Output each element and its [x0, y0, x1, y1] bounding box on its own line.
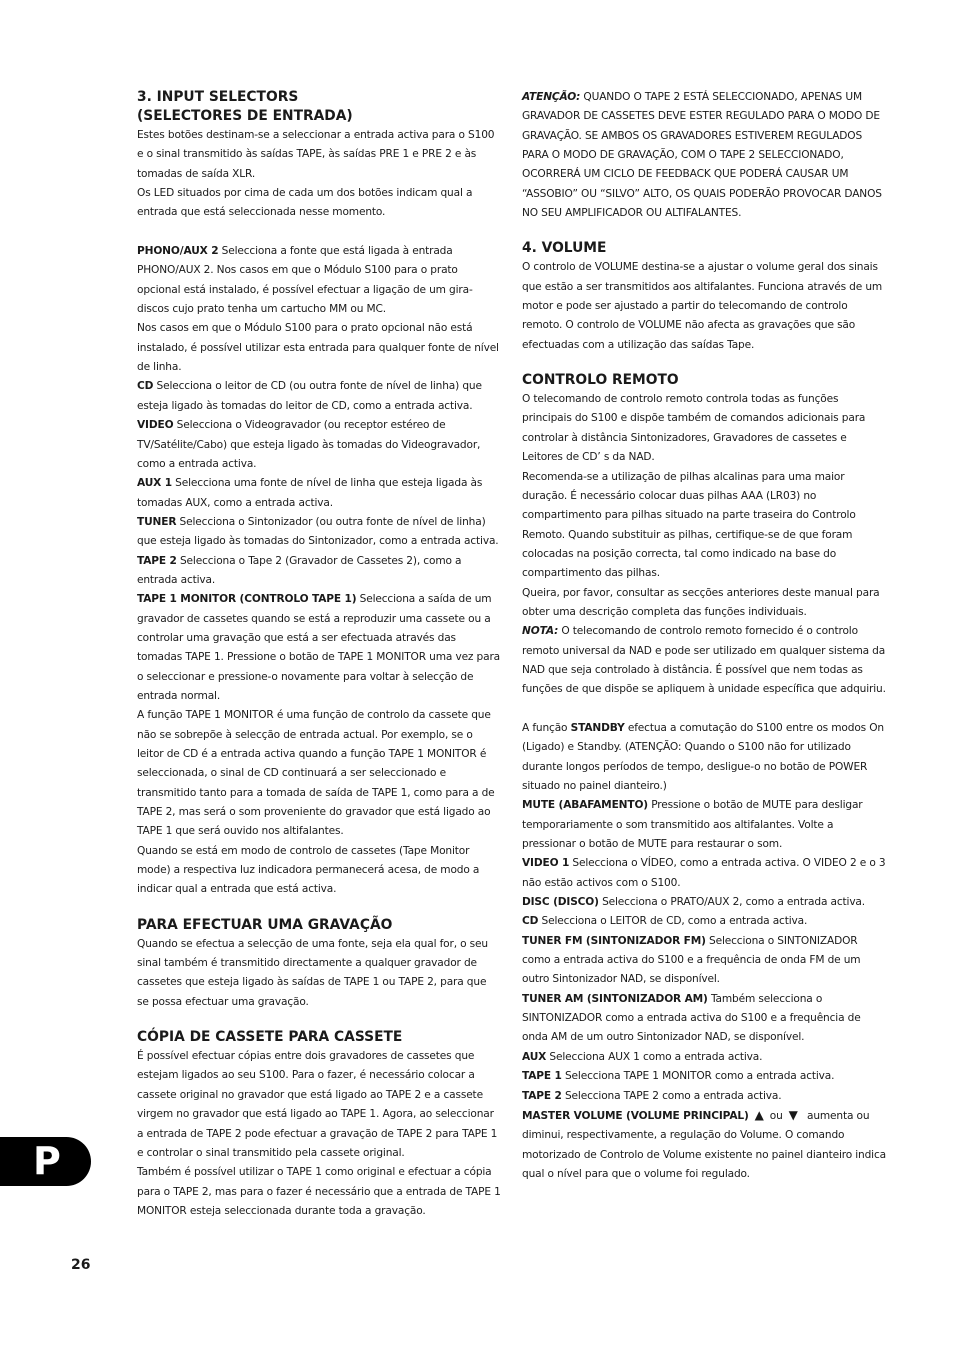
language-tab [0, 1137, 91, 1186]
tape1-monitor-label: TAPE 1 MONITOR (CONTROLO TAPE 1) [137, 593, 357, 606]
tape2-item: TAPE 2 Selecciona o Tape 2 (Gravador de Cassetes 2), como a entrada activa. [137, 554, 462, 586]
standby-label: STANDBY [570, 721, 625, 734]
standby-item: A função STANDBY efectua a comutação do S100 entre os modos On (Ligado) e Standby. (ATENÇÃO: Quando o S100 não for utilizado durante longos períodos de tempo, desligue-o no botão de POWER situado no painel dianteiro.) [522, 721, 884, 792]
note-label: NOTA: [522, 625, 559, 638]
spacer [137, 223, 501, 242]
mute-label: MUTE (ABAFAMENTO) [522, 799, 648, 812]
left-column [137, 88, 501, 1221]
disc-label: DISC (DISCO) [522, 896, 599, 909]
tape-copy-text: É possível efectuar cópias entre dois gravadores de cassetes que estejam ligados ao seu S100. Para o fazer, é necessário colocar a cassete original no gravador que está ligado ao TAPE 2 e a cassete virgem no gravador que está ligado ao TAPE 1. Agora, ao seleccionar a entrada de TAPE 2 pode efectuar a gravação de TAPE 2 para TAPE 1 e controlar o sinal transmitido pela cassete original. [137, 1050, 498, 1159]
recording-text: Quando se efectua a selecção de uma fonte, seja ela qual for, o seu sinal também é transmitido directamente a qualquer gravador de cassetes que esteja ligado às saídas de TAPE 1 ou TAPE 2, para que se possa efectuar uma gravação. [137, 937, 488, 1008]
tape-monitor-mode-note: Quando se está em modo de controlo de cassetes (Tape Monitor mode) a respectiva luz indicadora permanecerá acesa, de modo a indicar qual a entrada que está activa. [137, 844, 480, 896]
page-number: 26 [71, 1257, 91, 1273]
phono-aux2-item: PHONO/AUX 2 Selecciona a fonte que está ligada à entrada PHONO/AUX 2. Nos casos em que o Módulo S100 para o prato opcional está instalado, é possível efectuar a ligação de um gira-discos cujo prato tenha um cartucho MM ou MC. [137, 245, 473, 316]
aux1-label: AUX 1 [137, 477, 172, 490]
tape1-item: TAPE 1 Selecciona TAPE 1 MONITOR como a entrada activa. [522, 1070, 835, 1083]
video1-item: VIDEO 1 Selecciona o VÍDEO, como a entrada activa. O VIDEO 2 e o 3 não estão activos com o S100. [522, 857, 886, 889]
aux1-item: AUX 1 Selecciona uma fonte de nível de linha que esteja ligada às tomadas AUX, como a entrada activa. [137, 477, 483, 509]
phono-aux2-note: Nos casos em que o Módulo S100 para o prato opcional não está instalado, é possível utilizar esta entrada para qualquer fonte de nível de linha. [137, 322, 499, 374]
video1-label: VIDEO 1 [522, 857, 570, 870]
attention-warning: ATENÇÃO: QUANDO O TAPE 2 ESTÁ SELECCIONADO, APENAS UM GRAVADOR DE CASSETES DEVE ESTER REGULADO PARA O MODO DE GRAVAÇÃO. SE AMBOS OS GRAVADORES ESTIVEREM REGULADOS PARA O MODO DE GRAVAÇÃO, COM O TAPE 2 SELECCIONADO, OCORRERÁ UM CICLO DE FEEDBACK QUE PODERÁ CAUSAR UM “ASSOBIO” OU “SILVO” ALTO, OS QUAIS PODERÃO PROVOCAR DANOS NO SEU AMPLIFICADOR OU ALTIFALANTES. [522, 91, 882, 220]
tape-copy-section [137, 1028, 501, 1221]
cd-item: CD Selecciona o leitor de CD (ou outra fonte de nível de linha) que esteja ligado às tomadas do leitor de CD, como a entrada activa. [137, 380, 482, 412]
video-label: VIDEO [137, 419, 174, 432]
recording-section [137, 916, 501, 1012]
attention-label: ATENÇÃO: [522, 91, 581, 103]
attention-section [522, 88, 886, 223]
tuner-am-item: TUNER AM (SINTONIZADOR AM) Também selecciona o SINTONIZADOR como a entrada activa do S100 e a frequência de onda AM de um outro Sintonizador NAD, se disponível. [522, 992, 861, 1044]
video-item: VIDEO Selecciona o Videogravador (ou receptor estéreo de TV/Satélite/Cabo) que esteja ligado às tomadas do Videogravador, como a entrada activa. [137, 419, 481, 470]
tuner-item: TUNER Selecciona o Sintonizador (ou outra fonte de nível de linha) que esteja ligado às tomadas do Sintonizador, como a entrada activa. [137, 515, 499, 548]
tape-copy-heading: CÓPIA DE CASSETE PARA CASSETE [137, 1029, 403, 1046]
down-triangle-icon: ▼ [788, 1107, 798, 1122]
note-item: NOTA: O telecomando de controlo remoto fornecido é o controlo remoto universal da NAD e pode ser utilizado em qualquer sistema da NAD que seja controlado à distância. É possível que nem todas as funções de que dispõe se apliquem à unidade específica que adquiriu. [522, 625, 886, 696]
phono-aux2-label: PHONO/AUX 2 [137, 245, 219, 258]
disc-item: DISC (DISCO) Selecciona o PRATO/AUX 2, como a entrada activa. [522, 896, 865, 909]
battery-text: Recomenda-se a utilização de pilhas alcalinas para uma maior duração. É necessário colocar duas pilhas AAA (LR03) no compartimento para pilhas situado na parte traseira do Controlo Remoto. Quando substituir as pilhas, certifique-se de que foram colocadas na posição correcta, tal como indicado na base do compartimento das pilhas. [522, 470, 856, 580]
tape1-monitor-item: TAPE 1 MONITOR (CONTROLO TAPE 1) Selecciona a saída de um gravador de cassetes quando se está a reproduzir uma cassete ou a controlar uma gravação que está a ser efectuada através das tomadas TAPE 1. Pressione o botão de TAPE 1 MONITOR uma vez para o seleccionar e pressione-o novamente para voltar à selecção de entrada normal. [137, 593, 501, 702]
remote-heading: CONTROLO REMOTO [522, 372, 679, 389]
remote-section [522, 371, 886, 1184]
volume-section [522, 239, 886, 355]
right-column [522, 88, 886, 1184]
tape1-monitor-explanation: A função TAPE 1 MONITOR é uma função de controlo da cassete que não se sobrepõe à selecção de entrada actual. Por exemplo, se o leitor de CD é a entrada activa quando a função TAPE 1 MONITOR é seleccionada, o sinal de CD continuará a ser seleccionado e transmitido tanto para a tomada de saída de TAPE 1, como para a de TAPE 2, mas será o som proveniente do gravador que está ligado ao TAPE 1 que será ouvido nos altifalantes. [137, 709, 495, 838]
remote-intro: O telecomando de controlo remoto controla todas as funções principais do S100 e dispõe também de comandos adicionais para controlar à distância Sintonizadores, Gravadores de cassetes e Leitores de CD’ s da NAD. [522, 393, 866, 464]
volume-heading: 4. VOLUME [522, 240, 607, 257]
cd-remote-label: CD [522, 915, 539, 928]
master-volume-label: MASTER VOLUME (VOLUME PRINCIPAL) [522, 1109, 749, 1122]
aux-item: AUX Selecciona AUX 1 como a entrada activa. [522, 1050, 763, 1063]
recording-heading: PARA EFECTUAR UMA GRAVAÇÃO [137, 916, 393, 933]
aux-label: AUX [522, 1050, 547, 1063]
volume-text: O controlo de VOLUME destina-se a ajustar o volume geral dos sinais que estão a ser transmitidos aos altifalantes. Funciona através de um motor e pode ser ajustado a partir do telecomando de controlo remoto. O controlo de VOLUME não afecta as gravações que são efectuadas com a utilização das saídas Tape. [522, 261, 883, 351]
tuner-fm-item: TUNER FM (SINTONIZADOR FM) Selecciona o SINTONIZADOR como a entrada activa do S100 e a frequência de onda FM de um outro Sintonizador NAD, se disponível. [522, 934, 861, 986]
mute-item: MUTE (ABAFAMENTO) Pressione o botão de MUTE para desligar temporariamente o som transmitido aos altifalantes. Volte a pressionar o botão de MUTE para restaurar o som. [522, 799, 863, 851]
consult-text: Queira, por favor, consultar as secções anteriores deste manual para obter uma descrição completa das funções individuais. [522, 586, 880, 618]
input-selectors-heading: 3. INPUT SELECTORS (SELECTORES DE ENTRADA) [137, 89, 353, 124]
tuner-fm-label: TUNER FM (SINTONIZADOR FM) [522, 934, 706, 947]
up-triangle-icon: ▲ [754, 1107, 764, 1122]
language-tab-letter: P [33, 1139, 61, 1183]
input-selectors-intro: Estes botões destinam-se a seleccionar a entrada activa para o S100 e o sinal transmitido às saídas TAPE, às saídas PRE 1 e PRE 2 e às tomadas de saída XLR. [137, 129, 495, 180]
led-description: Os LED situados por cima de cada um dos botões indicam qual a entrada que está seleccionada nesse momento. [137, 187, 473, 219]
master-volume-item: MASTER VOLUME (VOLUME PRINCIPAL) ▲ ou ▼ aumenta ou diminui, respectivamente, a regulação do Volume. O comando motorizado de Controlo de Volume existente no painel dianteiro indica qual o nível para que o volume foi regulado. [522, 1107, 886, 1180]
tape1-label: TAPE 1 [522, 1070, 562, 1083]
input-selectors-section [137, 88, 501, 900]
tape2-remote-item: TAPE 2 Selecciona TAPE 2 como a entrada activa. [522, 1089, 782, 1102]
cd-remote-item: CD Selecciona o LEITOR de CD, como a entrada activa. [522, 915, 808, 928]
tuner-label: TUNER [137, 515, 177, 528]
tape2-label: TAPE 2 [137, 554, 177, 567]
tape-copy-text-2: Também é possível utilizar o TAPE 1 como original e efectuar a cópia para o TAPE 2, mas para o fazer é necessário que a entrada de TAPE 1 MONITOR esteja seleccionada durante toda a gravação. [137, 1166, 501, 1217]
cd-label: CD [137, 380, 154, 393]
spacer [522, 700, 886, 719]
tuner-am-label: TUNER AM (SINTONIZADOR AM) [522, 992, 708, 1005]
tape2-remote-label: TAPE 2 [522, 1089, 562, 1102]
